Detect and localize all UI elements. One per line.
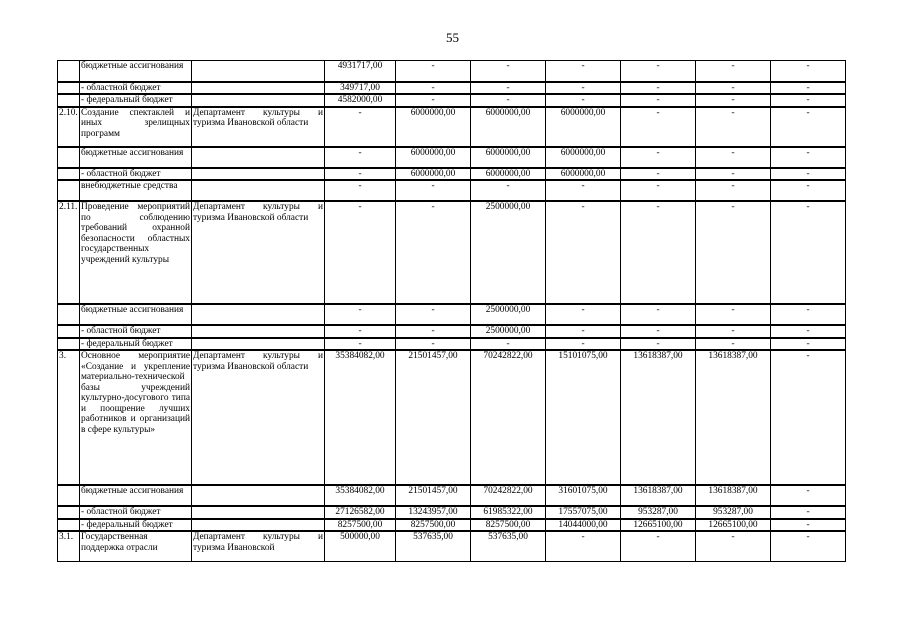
row-name: внебюджетные средства xyxy=(80,180,192,201)
amount-cell: - xyxy=(325,338,396,351)
amount-cell: - xyxy=(696,147,771,168)
row-executor xyxy=(192,82,325,95)
row-name: - областной бюджет xyxy=(80,82,192,95)
row-code: 2.11. xyxy=(58,201,80,304)
amount-cell: - xyxy=(396,304,471,325)
amount-cell: 14044000,00 xyxy=(546,519,621,532)
amount-cell: 6000000,00 xyxy=(471,107,546,147)
amount-cell: 4582000,00 xyxy=(325,94,396,107)
amount-cell: 6000000,00 xyxy=(471,168,546,181)
amount-cell: - xyxy=(771,519,846,532)
amount-cell: - xyxy=(771,325,846,338)
amount-cell: - xyxy=(621,168,696,181)
amount-cell: - xyxy=(621,94,696,107)
amount-cell: 6000000,00 xyxy=(396,107,471,147)
amount-cell: - xyxy=(696,107,771,147)
amount-cell: 12665100,00 xyxy=(621,519,696,532)
table-row xyxy=(58,506,846,519)
row-name: - областной бюджет xyxy=(80,168,192,181)
amount-cell: 2500000,00 xyxy=(471,325,546,338)
amount-cell: - xyxy=(621,304,696,325)
row-executor xyxy=(192,94,325,107)
amount-cell: - xyxy=(546,338,621,351)
row-executor xyxy=(192,325,325,338)
amount-cell: - xyxy=(696,338,771,351)
amount-cell: - xyxy=(621,325,696,338)
amount-cell: 15101075,00 xyxy=(546,350,621,485)
amount-cell: 13618387,00 xyxy=(621,350,696,485)
amount-cell: - xyxy=(546,94,621,107)
row-executor xyxy=(192,180,325,201)
amount-cell: 6000000,00 xyxy=(396,147,471,168)
amount-cell: 35384082,00 xyxy=(325,350,396,485)
amount-cell: - xyxy=(546,82,621,95)
amount-cell: - xyxy=(621,338,696,351)
amount-cell: 13243957,00 xyxy=(396,506,471,519)
amount-cell: - xyxy=(546,304,621,325)
budget-table xyxy=(57,60,846,562)
amount-cell: - xyxy=(771,531,846,561)
amount-cell: - xyxy=(696,94,771,107)
amount-cell: - xyxy=(771,201,846,304)
amount-cell: - xyxy=(771,338,846,351)
table-row xyxy=(58,168,846,181)
table-row xyxy=(58,338,846,351)
amount-cell: - xyxy=(621,147,696,168)
amount-cell: 31601075,00 xyxy=(546,485,621,506)
amount-cell: - xyxy=(396,61,471,82)
amount-cell: 17557075,00 xyxy=(546,506,621,519)
row-name: бюджетные ассигнования xyxy=(80,485,192,506)
amount-cell: 61985322,00 xyxy=(471,506,546,519)
row-code: 3.1. xyxy=(58,531,80,561)
amount-cell: - xyxy=(696,168,771,181)
row-name: - федеральный бюджет xyxy=(80,338,192,351)
row-executor: Департамент культуры и туризма Ивановской области xyxy=(192,350,325,485)
amount-cell: 6000000,00 xyxy=(471,147,546,168)
table-row xyxy=(58,531,846,561)
amount-cell: - xyxy=(696,201,771,304)
row-name: - федеральный бюджет xyxy=(80,94,192,107)
amount-cell: - xyxy=(771,147,846,168)
amount-cell: - xyxy=(325,325,396,338)
amount-cell: - xyxy=(325,147,396,168)
row-executor xyxy=(192,61,325,82)
amount-cell: - xyxy=(621,107,696,147)
row-code: 2.10. xyxy=(58,107,80,147)
table-row xyxy=(58,350,846,485)
amount-cell: - xyxy=(621,82,696,95)
row-name: бюджетные ассигнования xyxy=(80,304,192,325)
row-name: - областной бюджет xyxy=(80,325,192,338)
amount-cell: 953287,00 xyxy=(696,506,771,519)
amount-cell: - xyxy=(546,325,621,338)
amount-cell: - xyxy=(696,531,771,561)
amount-cell: - xyxy=(771,107,846,147)
amount-cell: 70242822,00 xyxy=(471,350,546,485)
table-row xyxy=(58,94,846,107)
amount-cell: - xyxy=(621,61,696,82)
amount-cell: - xyxy=(771,94,846,107)
amount-cell: 2500000,00 xyxy=(471,304,546,325)
row-executor xyxy=(192,519,325,532)
amount-cell: - xyxy=(696,304,771,325)
amount-cell: - xyxy=(396,201,471,304)
amount-cell: 35384082,00 xyxy=(325,485,396,506)
row-name: - федеральный бюджет xyxy=(80,519,192,532)
amount-cell: - xyxy=(396,338,471,351)
amount-cell: - xyxy=(546,531,621,561)
amount-cell: 8257500,00 xyxy=(325,519,396,532)
amount-cell: - xyxy=(621,180,696,201)
amount-cell: - xyxy=(396,94,471,107)
row-executor xyxy=(192,338,325,351)
amount-cell: - xyxy=(771,61,846,82)
amount-cell: 6000000,00 xyxy=(396,168,471,181)
amount-cell: 21501457,00 xyxy=(396,350,471,485)
amount-cell: - xyxy=(471,82,546,95)
row-code xyxy=(58,94,80,107)
row-code xyxy=(58,506,80,519)
amount-cell: - xyxy=(621,201,696,304)
row-name: Создание спектаклей и иных зрелищных программ xyxy=(80,107,192,147)
amount-cell: - xyxy=(546,61,621,82)
row-executor xyxy=(192,147,325,168)
row-code xyxy=(58,338,80,351)
amount-cell: 6000000,00 xyxy=(546,147,621,168)
amount-cell: 349717,00 xyxy=(325,82,396,95)
row-code xyxy=(58,61,80,82)
amount-cell: 13618387,00 xyxy=(621,485,696,506)
amount-cell: - xyxy=(471,180,546,201)
amount-cell: - xyxy=(471,94,546,107)
amount-cell: - xyxy=(696,82,771,95)
amount-cell: - xyxy=(771,82,846,95)
amount-cell: 70242822,00 xyxy=(471,485,546,506)
amount-cell: - xyxy=(325,107,396,147)
row-name: Государственная поддержка отрасли xyxy=(80,531,192,561)
amount-cell: - xyxy=(696,61,771,82)
amount-cell: - xyxy=(396,82,471,95)
row-name: бюджетные ассигнования xyxy=(80,147,192,168)
table-row xyxy=(58,82,846,95)
row-executor xyxy=(192,168,325,181)
amount-cell: 537635,00 xyxy=(471,531,546,561)
amount-cell: - xyxy=(471,61,546,82)
row-name: Проведение мероприятий по соблюдению требований охранной безопасности областных государственных учреждений культуры xyxy=(80,201,192,304)
row-code xyxy=(58,147,80,168)
amount-cell: 6000000,00 xyxy=(546,168,621,181)
row-executor xyxy=(192,304,325,325)
row-code xyxy=(58,304,80,325)
table-row xyxy=(58,325,846,338)
amount-cell: - xyxy=(396,325,471,338)
amount-cell: - xyxy=(471,338,546,351)
amount-cell: - xyxy=(546,201,621,304)
amount-cell: 21501457,00 xyxy=(396,485,471,506)
table-row xyxy=(58,201,846,304)
amount-cell: - xyxy=(325,180,396,201)
table-row xyxy=(58,180,846,201)
amount-cell: 6000000,00 xyxy=(546,107,621,147)
row-executor xyxy=(192,485,325,506)
row-name: бюджетные ассигнования xyxy=(80,61,192,82)
table-row xyxy=(58,304,846,325)
amount-cell: - xyxy=(325,201,396,304)
table-row xyxy=(58,61,846,82)
table-row xyxy=(58,147,846,168)
amount-cell: - xyxy=(696,325,771,338)
row-executor: Департамент культуры и туризма Ивановской xyxy=(192,531,325,561)
amount-cell: 13618387,00 xyxy=(696,485,771,506)
amount-cell: 2500000,00 xyxy=(471,201,546,304)
row-executor xyxy=(192,506,325,519)
amount-cell: 27126582,00 xyxy=(325,506,396,519)
amount-cell: - xyxy=(696,180,771,201)
row-executor: Департамент культуры и туризма Ивановской области xyxy=(192,107,325,147)
amount-cell: 13618387,00 xyxy=(696,350,771,485)
amount-cell: - xyxy=(771,506,846,519)
amount-cell: 8257500,00 xyxy=(396,519,471,532)
table-row xyxy=(58,485,846,506)
row-code xyxy=(58,168,80,181)
row-name: - областной бюджет xyxy=(80,506,192,519)
row-code: 3. xyxy=(58,350,80,485)
amount-cell: - xyxy=(771,304,846,325)
row-code xyxy=(58,82,80,95)
amount-cell: - xyxy=(771,168,846,181)
table-row xyxy=(58,107,846,147)
amount-cell: - xyxy=(396,180,471,201)
amount-cell: 8257500,00 xyxy=(471,519,546,532)
amount-cell: 537635,00 xyxy=(396,531,471,561)
table-row xyxy=(58,519,846,532)
amount-cell: - xyxy=(621,531,696,561)
amount-cell: - xyxy=(546,180,621,201)
row-code xyxy=(58,519,80,532)
amount-cell: - xyxy=(771,485,846,506)
row-code xyxy=(58,485,80,506)
amount-cell: - xyxy=(325,168,396,181)
amount-cell: - xyxy=(325,304,396,325)
amount-cell: 953287,00 xyxy=(621,506,696,519)
amount-cell: 4931717,00 xyxy=(325,61,396,82)
row-code xyxy=(58,325,80,338)
amount-cell: 12665100,00 xyxy=(696,519,771,532)
row-code xyxy=(58,180,80,201)
row-executor: Департамент культуры и туризма Ивановской области xyxy=(192,201,325,304)
row-name: Основное мероприятие «Создание и укрепление материально-технической базы учреждений культурно-досугового типа и поощрение лучших работников и организаций в сфере культуры» xyxy=(80,350,192,485)
amount-cell: 500000,00 xyxy=(325,531,396,561)
amount-cell: - xyxy=(771,180,846,201)
amount-cell: - xyxy=(771,350,846,485)
page-number: 55 xyxy=(446,30,459,45)
